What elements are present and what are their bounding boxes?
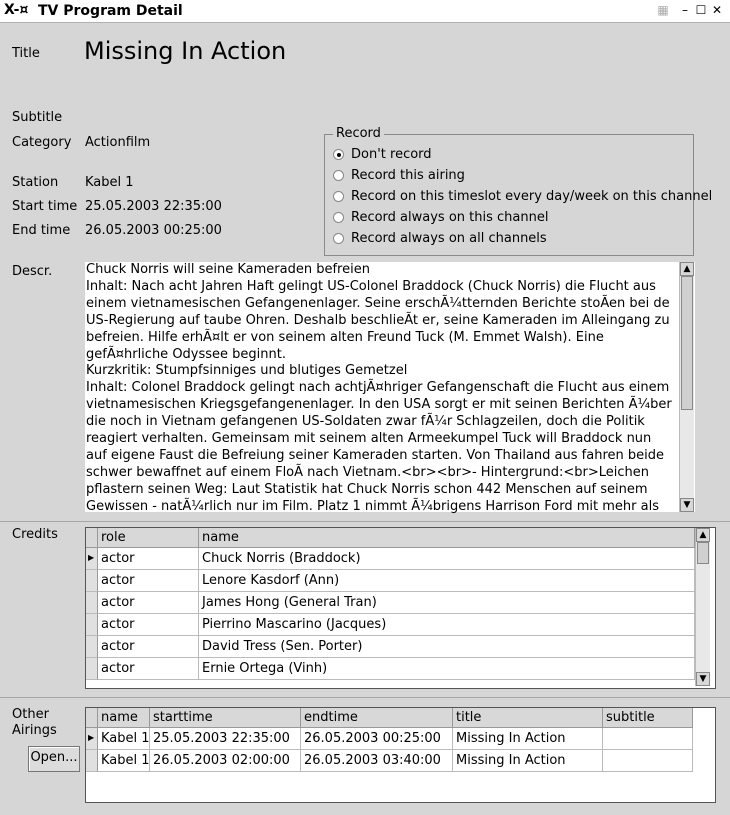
credit-role[interactable]: actor	[98, 592, 199, 614]
credit-name[interactable]: David Tress (Sen. Porter)	[199, 636, 695, 658]
radio-dont-record[interactable]	[333, 149, 344, 160]
airings-col-title[interactable]: title	[453, 708, 603, 728]
airing-endtime[interactable]: 26.05.2003 00:25:00	[301, 728, 453, 750]
radio-all-channels[interactable]	[333, 233, 344, 244]
row-header[interactable]	[86, 636, 98, 658]
label-station: Station	[12, 175, 59, 190]
credits-col-name[interactable]: name	[199, 528, 695, 548]
airings-col-name[interactable]: name	[98, 708, 150, 728]
row-header[interactable]	[86, 750, 98, 772]
program-start-time: 25.05.2003 22:35:00	[85, 199, 222, 214]
label-end-time: End time	[12, 223, 71, 238]
airings-col-starttime[interactable]: starttime	[150, 708, 301, 728]
credit-role[interactable]: actor	[98, 658, 199, 680]
credit-name[interactable]: Pierrino Mascarino (Jacques)	[199, 614, 695, 636]
record-options	[325, 142, 713, 252]
airings-col-subtitle[interactable]: subtitle	[603, 708, 693, 728]
window-title: TV Program Detail	[38, 3, 183, 19]
row-indicator-icon[interactable]	[86, 548, 98, 570]
airing-title[interactable]: Missing In Action	[453, 750, 603, 772]
credit-role[interactable]: actor	[98, 548, 199, 570]
window-titlebar	[0, 0, 730, 23]
record-option-this-channel[interactable]	[325, 210, 691, 230]
airings-col-endtime[interactable]: endtime	[301, 708, 453, 728]
description-box[interactable]	[85, 262, 695, 512]
airings-corner	[86, 708, 98, 728]
credit-role[interactable]: actor	[98, 570, 199, 592]
record-group-title: Record	[333, 126, 384, 141]
scroll-thumb[interactable]	[681, 276, 693, 410]
airing-name[interactable]: Kabel 1	[98, 750, 150, 772]
airing-subtitle[interactable]	[603, 750, 693, 772]
row-header[interactable]	[86, 592, 98, 614]
program-station: Kabel 1	[85, 175, 134, 190]
label-other-airings: Other Airings	[12, 707, 57, 738]
airing-subtitle[interactable]	[603, 728, 693, 750]
label-title: Title	[12, 46, 40, 61]
record-option-this-airing[interactable]	[325, 168, 691, 188]
label-descr: Descr.	[12, 264, 53, 279]
credit-name[interactable]: Ernie Ortega (Vinh)	[199, 658, 695, 680]
scroll-down-icon[interactable]: ▼	[680, 498, 694, 512]
label-start-time: Start time	[12, 199, 78, 214]
row-header[interactable]	[86, 614, 98, 636]
separator	[0, 697, 730, 698]
credits-corner	[86, 528, 98, 548]
credit-role[interactable]: actor	[98, 614, 199, 636]
credits-scrollbar[interactable]	[695, 528, 710, 686]
record-option-label: Record always on this channel	[351, 210, 549, 225]
airing-name[interactable]: Kabel 1	[98, 728, 150, 750]
record-option-label: Don't record	[351, 147, 432, 162]
airing-starttime[interactable]: 26.05.2003 02:00:00	[150, 750, 301, 772]
description-scrollbar[interactable]	[679, 262, 694, 512]
record-option-dont-record[interactable]	[325, 147, 691, 167]
credits-table[interactable]	[85, 527, 716, 689]
row-header[interactable]	[86, 570, 98, 592]
airings-table[interactable]	[85, 707, 716, 803]
airing-endtime[interactable]: 26.05.2003 03:40:00	[301, 750, 453, 772]
label-category: Category	[12, 135, 72, 150]
program-title: Missing In Action	[84, 37, 287, 65]
separator	[0, 521, 730, 522]
program-category: Actionfilm	[85, 135, 151, 150]
credit-name[interactable]: James Hong (General Tran)	[199, 592, 695, 614]
app-logo-icon: X-¤	[4, 2, 29, 18]
record-option-timeslot[interactable]	[325, 189, 713, 209]
airing-starttime[interactable]: 25.05.2003 22:35:00	[150, 728, 301, 750]
description-text: Chuck Norris will seine Kameraden befreien Inhalt: Nach acht Jahren Haft gelingt US-Colonel Braddock (Chuck Norris) die Flucht aus einem vietnamesischen Gefangenenlager. Seine erschÃ¼tternden Berichte stoÃen bei de US-Regierung auf taube Ohren. Deshalb beschlieÃt er, seine Kameraden im Alleingang zu befreien. Hilfe erhÃ¤lt er von seinem alten Freund Tuck (M. Emmet Walsh). Eine gefÃ¤hrliche Odyssee beginnt. Kurzkritik: Stumpfsinniges und blutiges Gemetzel Inhalt: Colonel Braddock gelingt nach achtjÃ¤hriger Gefangenschaft die Flucht aus einem vietnamesischen Kriegsgefangenenlager. In den USA sorgt er mit seinen Berichten Ã¼ber die noch in Vietnam gefangenen US-Soldaten zwar fÃ¼r Schlagzeilen, doch die Politik reagiert verhalten. Gemeinsam mit seinem alten Armeekumpel Tuck will Braddock nun auf eigene Faust die Befreiung seiner Kameraden starten. Von Thailand aus fahren beide schwer bewaffnet auf einem FloÃ nach Vietnam.<br><br>- Hintergrund:<br>Leichen pflastern seinen Weg: Laut Statistik hat Chuck Norris schon 442 Menschen auf seinem Gewissen - natÃ¼rlich nur im Film. Platz 1 nimmt Ã¼brigens Harrison Ford mit mehr als	[86, 262, 672, 514]
open-button[interactable]: Open...	[28, 746, 80, 772]
scroll-thumb[interactable]	[697, 542, 709, 564]
record-option-label: Record on this timeslot every day/week on this channel	[351, 189, 713, 204]
record-option-label: Record this airing	[351, 168, 465, 183]
radio-this-airing[interactable]	[333, 170, 344, 181]
credits-col-role[interactable]: role	[98, 528, 199, 548]
minimize-button[interactable]: –	[682, 3, 688, 17]
row-header[interactable]	[86, 658, 98, 680]
airing-title[interactable]: Missing In Action	[453, 728, 603, 750]
radio-this-channel[interactable]	[333, 212, 344, 223]
shade-icon[interactable]: ▦	[657, 3, 669, 17]
record-option-label: Record always on all channels	[351, 231, 547, 246]
radio-timeslot[interactable]	[333, 191, 344, 202]
credit-name[interactable]: Chuck Norris (Braddock)	[199, 548, 695, 570]
maximize-button[interactable]: ☐	[695, 3, 707, 17]
program-end-time: 26.05.2003 00:25:00	[85, 223, 222, 238]
scroll-up-icon[interactable]: ▲	[680, 262, 694, 276]
label-credits: Credits	[12, 527, 58, 542]
scroll-down-icon[interactable]: ▼	[696, 672, 710, 686]
scroll-up-icon[interactable]: ▲	[696, 528, 710, 542]
row-indicator-icon[interactable]	[86, 728, 98, 750]
credit-role[interactable]: actor	[98, 636, 199, 658]
label-subtitle: Subtitle	[12, 110, 63, 125]
record-option-all-channels[interactable]	[325, 231, 691, 251]
close-button[interactable]: ✕	[711, 3, 723, 17]
credit-name[interactable]: Lenore Kasdorf (Ann)	[199, 570, 695, 592]
